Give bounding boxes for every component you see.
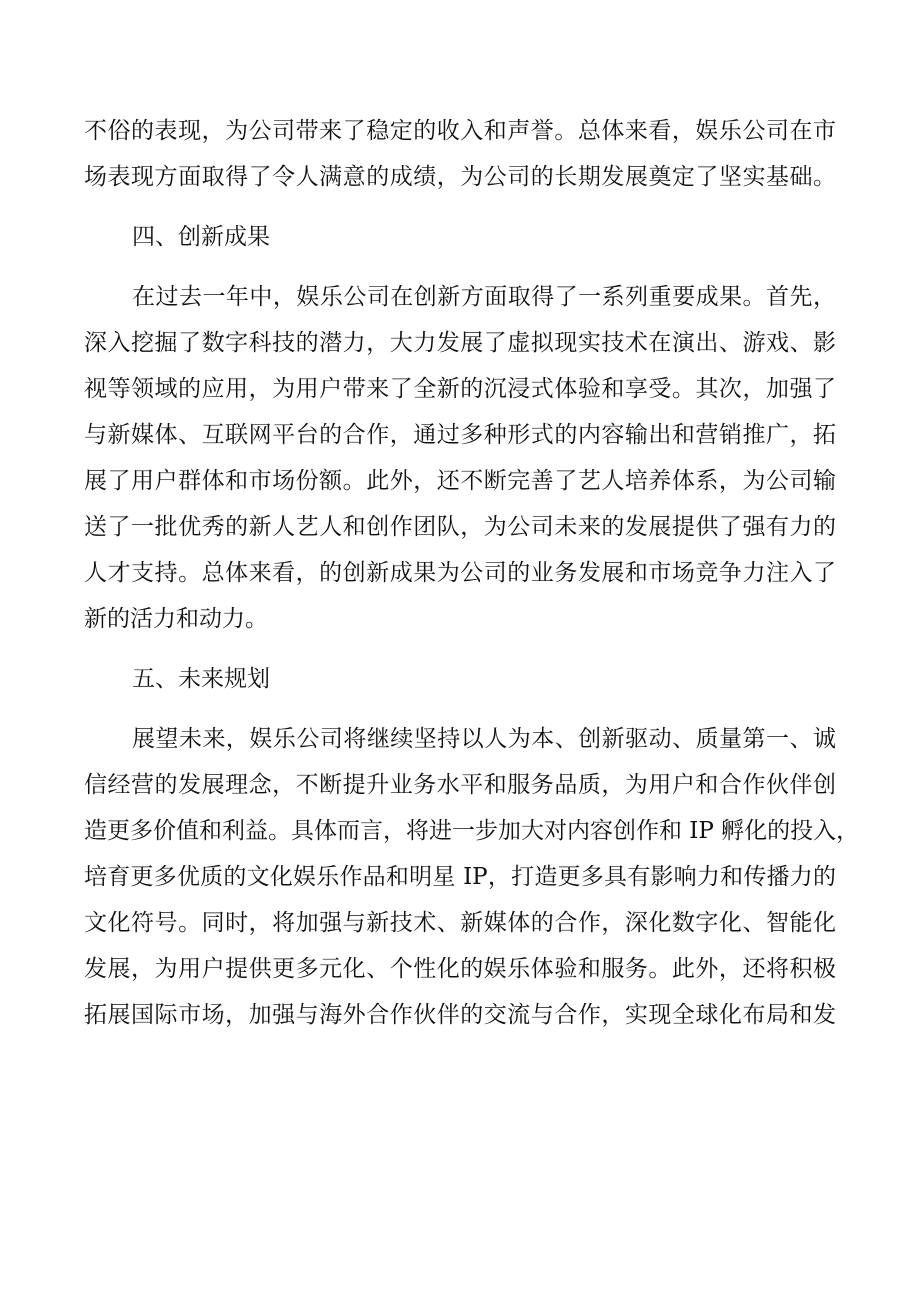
text-line: 人才支持。总体来看，的创新成果为公司的业务发展和市场竞争力注入了: [84, 560, 836, 586]
text-line: 展望未来，娱乐公司将继续坚持以人为本、创新驱动、质量第一、诚: [132, 726, 836, 752]
text-line: 展了用户群体和市场份额。此外，还不断完善了艺人培养体系，为公司输: [84, 468, 836, 494]
text-line: 与新媒体、互联网平台的合作，通过多种形式的内容输出和营销推广，拓: [84, 422, 836, 448]
text-line: 不俗的表现，为公司带来了稳定的收入和声誉。总体来看，娱乐公司在市: [84, 118, 836, 144]
document-body: [84, 108, 860, 1038]
text-line: 培育更多优质的文化娱乐作品和明星 IP，打造更多具有影响力和传播力的: [84, 864, 836, 890]
paragraph-continued: [84, 108, 836, 200]
text-line: 在过去一年中，娱乐公司在创新方面取得了一系列重要成果。首先，: [132, 284, 836, 310]
section-heading-future-plan: 五、未来规划: [132, 666, 270, 692]
text-line: 场表现方面取得了令人满意的成绩，为公司的长期发展奠定了坚实基础。: [84, 164, 836, 190]
text-line: 信经营的发展理念，不断提升业务水平和服务品质，为用户和合作伙伴创: [84, 772, 836, 798]
section-heading-innovation: 四、创新成果: [132, 224, 270, 250]
text-line: 发展，为用户提供更多元化、个性化的娱乐体验和服务。此外，还将积极: [84, 956, 836, 982]
paragraph-future-plan: [84, 716, 860, 1038]
text-line: 视等领域的应用，为用户带来了全新的沉浸式体验和享受。其次，加强了: [84, 376, 836, 402]
text-line: 送了一批优秀的新人艺人和创作团队，为公司未来的发展提供了强有力的: [84, 514, 836, 540]
text-line: 文化符号。同时，将加强与新技术、新媒体的合作，深化数字化、智能化: [84, 910, 836, 936]
text-line: 新的活力和动力。: [84, 606, 268, 632]
text-line: 深入挖掘了数字科技的潜力，大力发展了虚拟现实技术在演出、游戏、影: [84, 330, 836, 356]
paragraph-innovation: [84, 274, 836, 642]
text-line: 造更多价值和利益。具体而言，将进一步加大对内容创作和 IP 孵化的投入，: [84, 818, 860, 844]
text-line: 拓展国际市场，加强与海外合作伙伴的交流与合作，实现全球化布局和发: [84, 1002, 836, 1028]
